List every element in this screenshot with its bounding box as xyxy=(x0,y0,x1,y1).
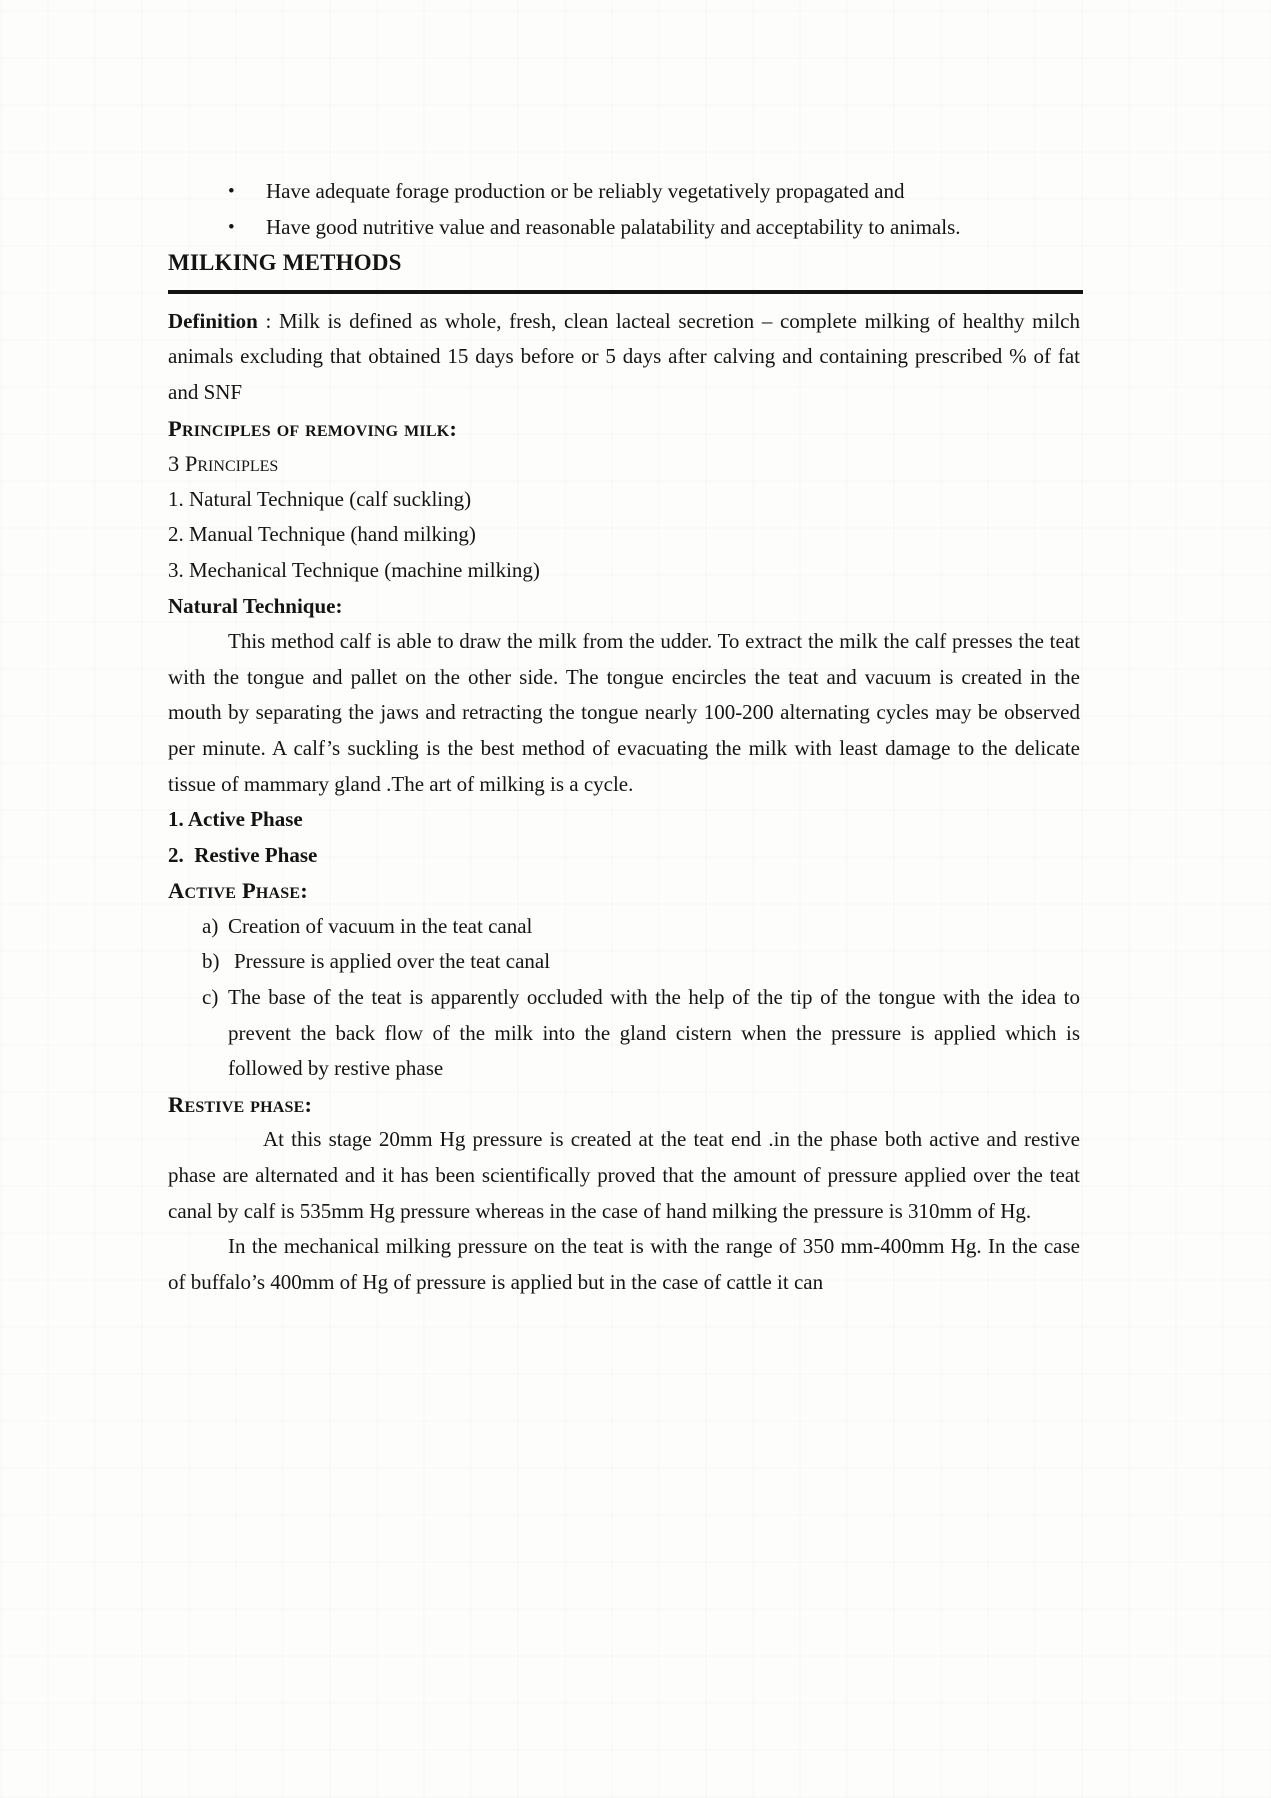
list-item-text: Pressure is applied over the teat canal xyxy=(234,949,551,974)
page-content xyxy=(168,174,1080,1300)
natural-technique-heading: Natural Technique: xyxy=(168,593,343,618)
phase-item: 1. Active Phase xyxy=(168,807,303,832)
list-item xyxy=(202,909,1080,945)
phase-item: 2. Restive Phase xyxy=(168,842,318,867)
restive-phase-paragraph-1: At this stage 20mm Hg pressure is created at the teat end .in the phase both active and restive phase are alternated and it has been scientifically proved that the amount of pressure applied over the teat canal by calf is 535mm Hg pressure whereas in the case of hand milking the pressure is 310mm of Hg. xyxy=(168,1127,1080,1223)
list-item-marker: b) xyxy=(202,949,220,974)
active-phase-heading: Active Phase: xyxy=(168,878,308,904)
list-item-marker: a) xyxy=(202,913,219,938)
section-heading: MILKING METHODS xyxy=(168,250,402,276)
natural-technique-paragraph: This method calf is able to draw the milk from the udder. To extract the milk the calf presses the teat with the tongue and pallet on the other side. The tongue encircles the teat and vacuum is created in the mouth by separating the jaws and retracting the tongue nearly 100-200 alternating cycles may be observed per minute. A calf’s suckling is the best method of evacuating the milk with least damage to the delicate tissue of mammary gland .The art of milking is a cycle. xyxy=(168,629,1080,796)
bullet-item xyxy=(168,210,1080,246)
principles-count: 3 Principles xyxy=(168,451,279,477)
definition-paragraph xyxy=(168,304,1080,411)
bullet-icon: • xyxy=(228,181,235,202)
heading-underline xyxy=(168,290,1083,294)
definition-label: Definition xyxy=(168,308,258,333)
bullet-icon: • xyxy=(228,216,235,238)
restive-phase-heading: Restive phase: xyxy=(168,1091,313,1117)
bullet-item xyxy=(168,174,1080,210)
principle-item: 2. Manual Technique (hand milking) xyxy=(168,522,476,547)
list-item xyxy=(202,944,1080,980)
list-item-text: The base of the teat is apparently occluded with the help of the tip of the tongue with the idea to prevent the back flow of the milk into the gland cistern when the pressure is applied which is followed by restive phase xyxy=(228,985,1080,1081)
principle-item: 1. Natural Technique (calf suckling) xyxy=(168,486,472,511)
bullet-text: Have adequate forage production or be reliably vegetatively propagated and xyxy=(266,179,905,203)
list-item xyxy=(202,980,1080,1087)
principles-heading: Principles of removing milk: xyxy=(168,415,458,441)
restive-phase-paragraph-2: In the mechanical milking pressure on the teat is with the range of 350 mm-400mm Hg. In the case of buffalo’s 400mm of Hg of pressure is applied but in the case of cattle it can xyxy=(168,1234,1080,1294)
list-item-marker: c) xyxy=(202,985,219,1010)
list-item-text: Creation of vacuum in the teat canal xyxy=(228,913,533,938)
principle-item: 3. Mechanical Technique (machine milking) xyxy=(168,557,540,582)
definition-text: : Milk is defined as whole, fresh, clean lacteal secretion – complete milking of healthy milch animals excluding that obtained 15 days before or 5 days after calving and containing prescribed % of fat and SNF xyxy=(168,308,1080,404)
bullet-text: Have good nutritive value and reasonable palatability and acceptability to animals. xyxy=(266,214,961,239)
